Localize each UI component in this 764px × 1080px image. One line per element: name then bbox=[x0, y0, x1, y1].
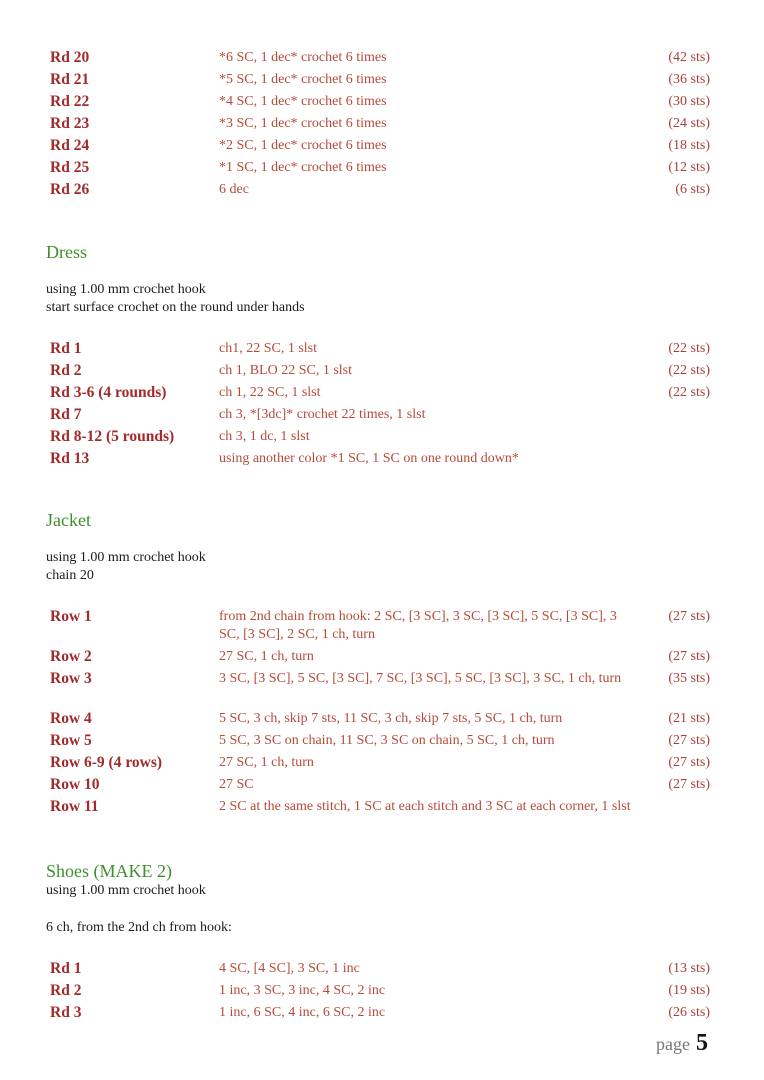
shoes-chain-note: 6 ch, from the 2nd ch from hook: bbox=[46, 920, 232, 935]
row-label: Row 3 bbox=[50, 670, 92, 687]
table-row bbox=[46, 135, 718, 157]
page-number: 5 bbox=[696, 1030, 708, 1056]
round-label: Rd 23 bbox=[50, 115, 90, 132]
round-label: Rd 1 bbox=[50, 340, 82, 357]
dress-heading: Dress bbox=[46, 242, 87, 262]
round-label: Rd 21 bbox=[50, 71, 90, 88]
stitch-count: (30 sts) bbox=[668, 94, 710, 109]
round-label: Rd 26 bbox=[50, 181, 90, 198]
round-instruction: using another color *1 SC, 1 SC on one round down* bbox=[219, 451, 519, 466]
stitch-count: (27 sts) bbox=[668, 755, 710, 770]
stitch-count: (42 sts) bbox=[668, 50, 710, 65]
table-row bbox=[46, 752, 718, 774]
table-row bbox=[46, 980, 718, 1002]
table-row bbox=[46, 448, 718, 470]
table-row bbox=[46, 796, 718, 836]
stitch-count: (27 sts) bbox=[668, 649, 710, 664]
stitch-count: (19 sts) bbox=[668, 983, 710, 998]
table-row bbox=[46, 774, 718, 796]
table-row bbox=[46, 668, 718, 708]
round-instruction: ch 1, 22 SC, 1 slst bbox=[219, 385, 321, 400]
round-instruction: 1 inc, 3 SC, 3 inc, 4 SC, 2 inc bbox=[219, 983, 386, 998]
stitch-count: (36 sts) bbox=[668, 72, 710, 87]
dress-hook-note: using 1.00 mm crochet hook bbox=[46, 282, 206, 297]
round-instruction: ch 3, *[3dc]* crochet 22 times, 1 slst bbox=[219, 407, 426, 422]
stitch-count: (35 sts) bbox=[668, 671, 710, 686]
page-footer bbox=[656, 1030, 708, 1057]
table-row bbox=[46, 708, 718, 730]
table-row bbox=[46, 1002, 718, 1024]
stitch-count: (27 sts) bbox=[668, 733, 710, 748]
table-row bbox=[46, 646, 718, 668]
round-instruction: ch 3, 1 dc, 1 slst bbox=[219, 429, 310, 444]
table-row bbox=[46, 69, 718, 91]
row-instruction: 5 SC, 3 SC on chain, 11 SC, 3 SC on chain, 5 SC, 1 ch, turn bbox=[219, 733, 555, 748]
row-instruction: 5 SC, 3 ch, skip 7 sts, 11 SC, 3 ch, skip 7 sts, 5 SC, 1 ch, turn bbox=[219, 711, 563, 726]
stitch-count: (22 sts) bbox=[668, 341, 710, 356]
stitch-count: (24 sts) bbox=[668, 116, 710, 131]
table-row bbox=[46, 157, 718, 179]
stitch-count: (13 sts) bbox=[668, 961, 710, 976]
row-label: Row 10 bbox=[50, 776, 100, 793]
dress-table bbox=[46, 338, 718, 470]
row-label: Row 5 bbox=[50, 732, 92, 749]
round-instruction: ch1, 22 SC, 1 slst bbox=[219, 341, 318, 356]
stitch-count: (21 sts) bbox=[668, 711, 710, 726]
row-instruction: 27 SC bbox=[219, 777, 254, 792]
table-row bbox=[46, 382, 718, 404]
round-label: Rd 22 bbox=[50, 93, 90, 110]
dress-start-note: start surface crochet on the round under hands bbox=[46, 300, 305, 315]
round-label: Rd 7 bbox=[50, 406, 82, 423]
round-instruction: 1 inc, 6 SC, 4 inc, 6 SC, 2 inc bbox=[219, 1005, 386, 1020]
round-label: Rd 25 bbox=[50, 159, 90, 176]
shoes-table bbox=[46, 958, 718, 1024]
page-word: page bbox=[656, 1034, 690, 1054]
table-row bbox=[46, 730, 718, 752]
row-instruction: 27 SC, 1 ch, turn bbox=[219, 649, 314, 664]
round-label: Rd 1 bbox=[50, 960, 82, 977]
row-instruction: 2 SC at the same stitch, 1 SC at each stitch and 3 SC at each corner, 1 slst bbox=[219, 799, 631, 814]
round-label: Rd 8-12 (5 rounds) bbox=[50, 428, 175, 445]
round-instruction: *5 SC, 1 dec* crochet 6 times bbox=[219, 72, 387, 87]
round-label: Rd 24 bbox=[50, 137, 90, 154]
round-label: Rd 3 bbox=[50, 1004, 82, 1021]
round-instruction: *2 SC, 1 dec* crochet 6 times bbox=[219, 138, 387, 153]
round-label: Rd 13 bbox=[50, 450, 90, 467]
table-row bbox=[46, 606, 718, 646]
table-row bbox=[46, 426, 718, 448]
round-instruction: *4 SC, 1 dec* crochet 6 times bbox=[219, 94, 387, 109]
row-label: Row 6-9 (4 rows) bbox=[50, 754, 163, 771]
row-label: Row 2 bbox=[50, 648, 92, 665]
table-row bbox=[46, 179, 718, 201]
row-label: Row 11 bbox=[50, 798, 99, 815]
stitch-count: (22 sts) bbox=[668, 385, 710, 400]
jacket-table bbox=[46, 606, 718, 836]
jacket-chain-note: chain 20 bbox=[46, 568, 94, 583]
table-row bbox=[46, 91, 718, 113]
table-row bbox=[46, 338, 718, 360]
stitch-count: (6 sts) bbox=[675, 182, 710, 197]
jacket-hook-note: using 1.00 mm crochet hook bbox=[46, 550, 206, 565]
round-instruction: 6 dec bbox=[219, 182, 249, 197]
table-row bbox=[46, 47, 718, 69]
table-row bbox=[46, 360, 718, 382]
table-row bbox=[46, 113, 718, 135]
round-label: Rd 2 bbox=[50, 982, 82, 999]
row-instruction: 27 SC, 1 ch, turn bbox=[219, 755, 314, 770]
round-instruction: ch 1, BLO 22 SC, 1 slst bbox=[219, 363, 353, 378]
jacket-heading: Jacket bbox=[46, 510, 91, 530]
round-instruction: *1 SC, 1 dec* crochet 6 times bbox=[219, 160, 387, 175]
round-label: Rd 20 bbox=[50, 49, 90, 66]
stitch-count: (22 sts) bbox=[668, 363, 710, 378]
shoes-heading: Shoes (MAKE 2) bbox=[46, 861, 172, 881]
stitch-count: (27 sts) bbox=[668, 777, 710, 792]
round-label: Rd 2 bbox=[50, 362, 82, 379]
round-instruction: 4 SC, [4 SC], 3 SC, 1 inc bbox=[219, 961, 360, 976]
stitch-count: (27 sts) bbox=[668, 609, 710, 624]
row-instruction: from 2nd chain from hook: 2 SC, [3 SC], 3 SC, [3 SC], 5 SC, [3 SC], 3 SC, [3 SC], 2 SC, 1 ch, turn bbox=[219, 609, 617, 642]
row-instruction: 3 SC, [3 SC], 5 SC, [3 SC], 7 SC, [3 SC], 5 SC, [3 SC], 3 SC, 1 ch, turn bbox=[219, 671, 622, 686]
table-row bbox=[46, 404, 718, 426]
row-label: Row 4 bbox=[50, 710, 92, 727]
round-instruction: *3 SC, 1 dec* crochet 6 times bbox=[219, 116, 387, 131]
row-label: Row 1 bbox=[50, 608, 92, 625]
body-rounds-table bbox=[46, 47, 718, 201]
round-instruction: *6 SC, 1 dec* crochet 6 times bbox=[219, 50, 387, 65]
shoes-hook-note: using 1.00 mm crochet hook bbox=[46, 883, 206, 898]
stitch-count: (12 sts) bbox=[668, 160, 710, 175]
round-label: Rd 3-6 (4 rounds) bbox=[50, 384, 167, 401]
stitch-count: (26 sts) bbox=[668, 1005, 710, 1020]
stitch-count: (18 sts) bbox=[668, 138, 710, 153]
table-row bbox=[46, 958, 718, 980]
